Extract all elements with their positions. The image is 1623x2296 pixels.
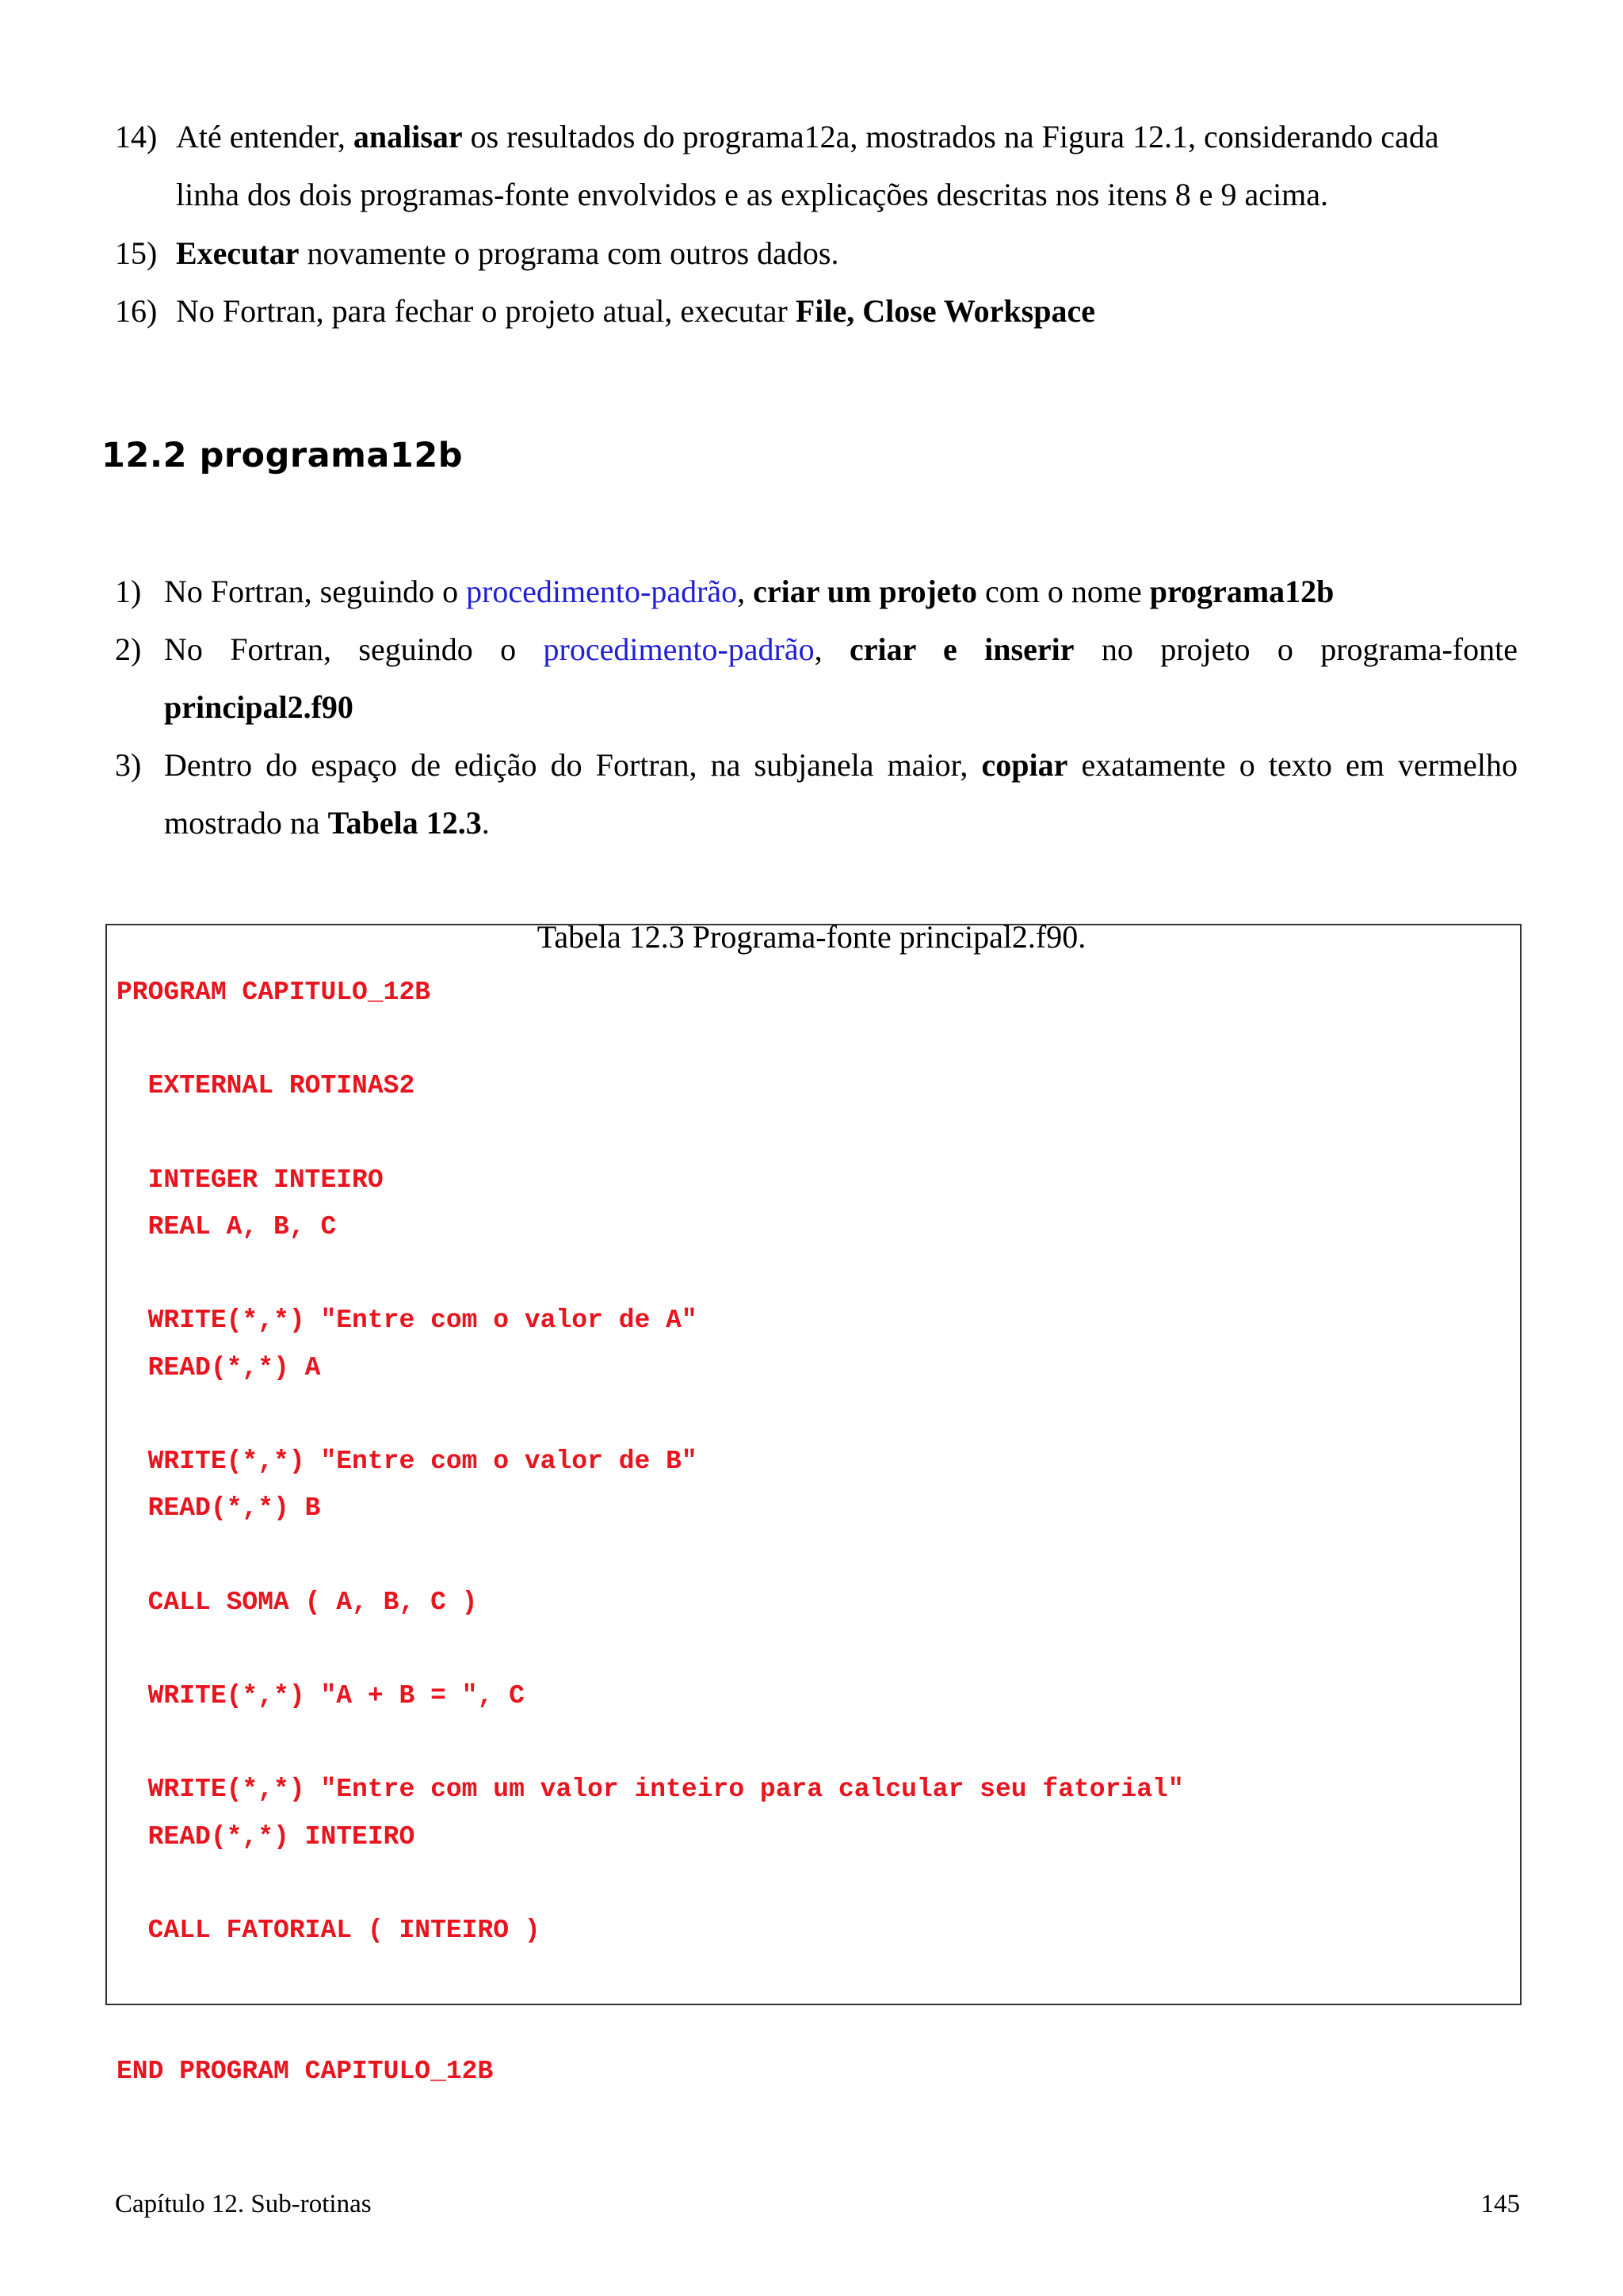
list-item-14 [115, 108, 1518, 223]
code-line: WRITE(*,*) "A + B = ", C [116, 1681, 525, 1711]
item-text: Até entender, analisar os resultados do programa12a, mostrados na Figura 12.1, considerando cada [176, 119, 1439, 154]
item-number: 1) [115, 574, 142, 609]
item-number: 2) [115, 631, 142, 667]
footer-chapter: Capítulo 12. Sub-rotinas [115, 2190, 372, 2218]
list-item-3 [115, 736, 1518, 852]
list-item-2 [115, 620, 1518, 736]
item-text-continuation: linha dos dois programas-fonte envolvidos e as explicações descritas nos itens 8 e 9 acima. [176, 177, 1329, 212]
item-text: Executar novamente o programa com outros dados. [176, 235, 839, 271]
item-text: Dentro do espaço de edição do Fortran, na subjanela maior, copiar exatamente o texto em vermelho [164, 747, 1518, 783]
list-item-15 [115, 224, 1518, 282]
page-number: 145 [1480, 2190, 1520, 2218]
item-text-continuation: principal2.f90 [164, 689, 353, 725]
code-line: END PROGRAM CAPITULO_12B [116, 2056, 494, 2086]
table-caption: Tabela 12.3 Programa-fonte principal2.f90. [537, 919, 1086, 955]
code-line: READ(*,*) B [116, 1493, 321, 1524]
procedure-link[interactable]: procedimento-padrão [466, 574, 738, 609]
code-line: REAL A, B, C [116, 1212, 337, 1241]
code-line: CALL FATORIAL ( INTEIRO ) [116, 1916, 540, 1945]
code-line: EXTERNAL ROTINAS2 [116, 1071, 415, 1101]
code-line: PROGRAM CAPITULO_12B [116, 978, 431, 1007]
code-line: WRITE(*,*) "Entre com o valor de A" [116, 1306, 697, 1336]
item-text: No Fortran, para fechar o projeto atual, executar File, Close Workspace [176, 293, 1095, 329]
code-line: WRITE(*,*) "Entre com o valor de B" [116, 1447, 697, 1476]
code-line: WRITE(*,*) "Entre com um valor inteiro para calcular seu fatorial" [116, 1775, 1184, 1805]
code-line: READ(*,*) A [116, 1352, 321, 1383]
code-line: CALL SOMA ( A, B, C ) [116, 1587, 478, 1617]
list-item-16 [115, 282, 1518, 340]
item-text-continuation: mostrado na Tabela 12.3. [164, 805, 490, 841]
item-number: 14) [115, 119, 158, 154]
item-number: 3) [115, 747, 142, 783]
code-line: READ(*,*) INTEIRO [116, 1821, 415, 1852]
procedure-link[interactable]: procedimento-padrão [543, 631, 815, 667]
list-item-1 [115, 563, 1518, 620]
item-number: 16) [115, 293, 158, 329]
item-text: No Fortran, seguindo o procedimento-padrão, criar um projeto com o nome programa12b [164, 574, 1335, 609]
item-text: No Fortran, seguindo o procedimento-padrão, criar e inserir no projeto o programa-fonte [164, 631, 1518, 667]
section-heading: 12.2 programa12b [101, 436, 464, 475]
item-number: 15) [115, 235, 158, 271]
code-line: INTEGER INTEIRO [116, 1165, 384, 1195]
